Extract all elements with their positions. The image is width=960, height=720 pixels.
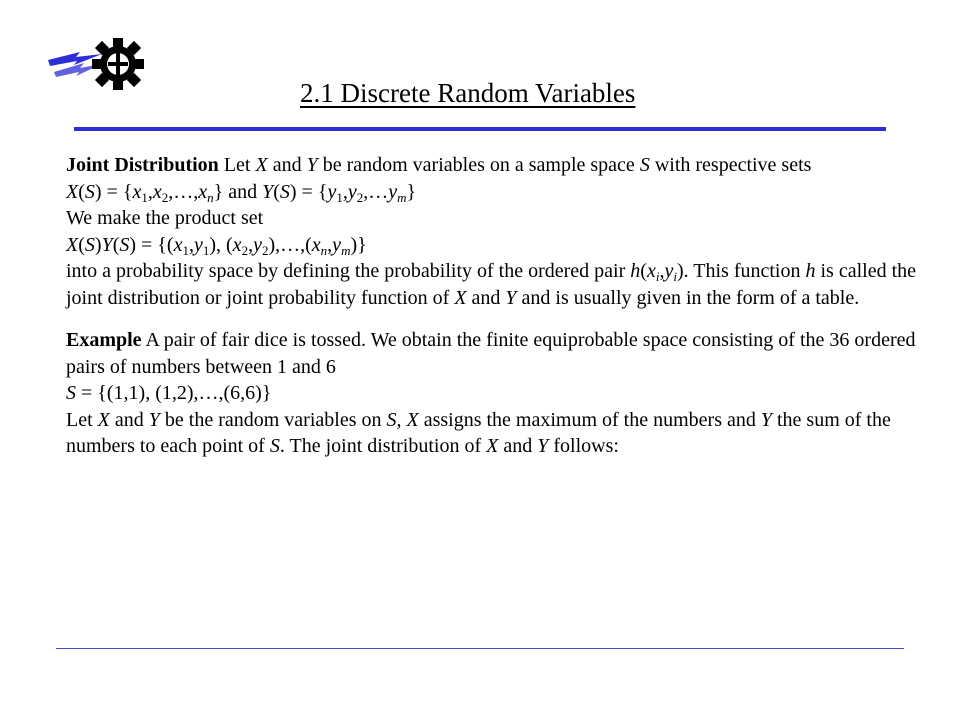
gear-with-lightning-logo <box>44 30 154 100</box>
product-line: $X(S)Y(S) = \{(x_1,y_1)$, $(x_2,y_2),\dots,(x_n,y_m)$} <box>66 233 367 258</box>
example-body: Let X and Y be the random variables on S, X assigns the maximum of the numbers and Y the sum of the numbers to each point of S. The joint distribution of X and Y follows: <box>66 408 891 457</box>
slide-body <box>66 152 926 460</box>
slide-title: 2.1 Discrete Random Variables <box>300 78 636 108</box>
sample-space-line: S = {(1,1), (1,2),…,(6,6)} <box>66 382 272 404</box>
joint-heading: Joint Distribution <box>66 154 219 176</box>
joint-distribution-paragraph <box>66 152 926 179</box>
example-paragraph <box>66 327 926 380</box>
sets-line: $X(S) = \{x_1,x_2,\dots,x_n\}$ and $Y(S) = \{y_1,y_2,\dots y_m\}$ <box>66 180 417 205</box>
example-heading: Example <box>66 329 142 351</box>
product-intro: We make the product set <box>66 207 264 229</box>
title-divider <box>74 127 886 131</box>
joint-intro: Let X and Y be random variables on a sample space S with respective sets <box>218 154 812 176</box>
footer-divider <box>56 648 904 649</box>
joint-body: into a probability space by defining the probability of the ordered pair $h(x_i,y_i)$. This function h is called the joint distribution or joint probability function of X and Y and is usually given in the form of a table. <box>66 260 917 309</box>
example-intro: A pair of fair dice is tossed. We obtain the finite equiprobable space consisting of the 36 ordered pairs of numbers between 1 and 6 <box>66 329 916 378</box>
